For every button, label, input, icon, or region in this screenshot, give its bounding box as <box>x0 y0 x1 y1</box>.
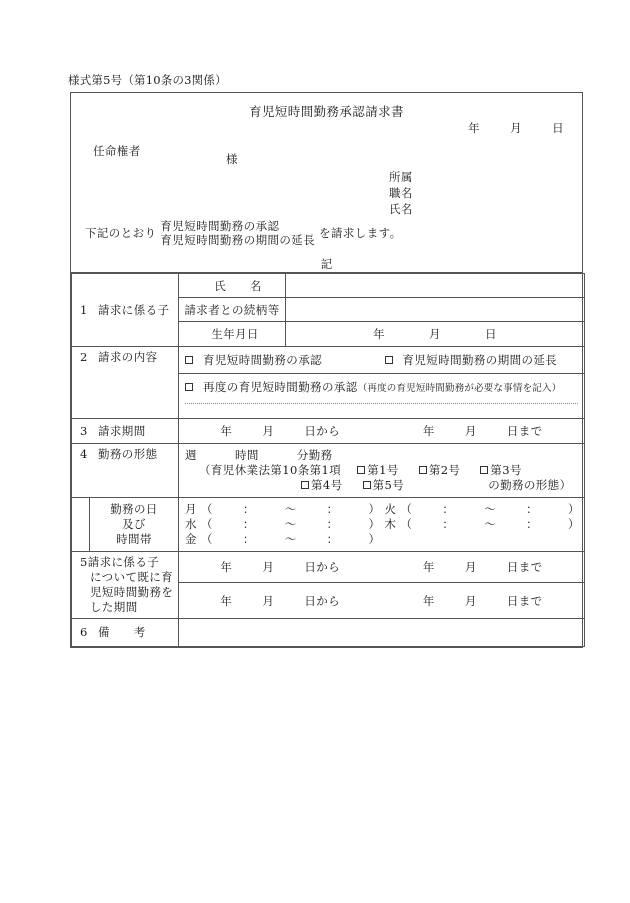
time-tilde: 〜 <box>484 502 497 516</box>
paren-open: （ <box>200 502 213 516</box>
law-options-line-2 <box>185 478 584 493</box>
form-table <box>71 273 585 647</box>
time-colon-start: ： <box>242 517 255 531</box>
from-month-label: 月 <box>262 424 275 438</box>
law-lead-text: （育児休業法第10条第1項 <box>199 463 342 477</box>
table-row <box>72 498 585 552</box>
row5-label-text-3: 児短時間勤務を <box>90 585 174 599</box>
row5-period-cell-1[interactable] <box>179 552 585 583</box>
table-row <box>72 619 585 647</box>
from-month-label: 月 <box>262 560 275 575</box>
birth-year-label: 年 <box>373 327 385 341</box>
day-label-tue: 火 <box>384 502 397 516</box>
row6-label-text: 備 考 <box>98 625 146 639</box>
row5-period2-from <box>179 593 382 609</box>
row5-period-cell-2[interactable] <box>179 583 585 619</box>
row3-label-cell <box>72 419 179 444</box>
ki-mark: 記 <box>320 257 333 271</box>
table-row <box>72 274 585 298</box>
row4-number: 4 <box>80 447 88 461</box>
row1-number: 1 <box>80 302 88 317</box>
checkbox-icon[interactable] <box>363 481 371 489</box>
request-options <box>160 219 315 247</box>
row6-remarks-cell[interactable] <box>179 619 585 647</box>
form-frame <box>70 92 583 648</box>
law-option-1-label: 第1号 <box>367 463 399 477</box>
row3-label-text: 請求期間 <box>98 423 146 438</box>
to-day-label: 日まで <box>506 424 543 438</box>
time-colon-start: ： <box>242 502 255 516</box>
time-colon-start: ： <box>242 532 255 546</box>
child-relation-header: 請求者との続柄等 <box>179 298 286 322</box>
work-days-label-line2: 及び <box>122 517 146 531</box>
table-row <box>72 552 585 583</box>
law-options-line-1 <box>185 463 584 478</box>
request-option-2: 育児短時間勤務の期間の延長 <box>160 233 316 247</box>
row5-label-text-2: について既に育 <box>90 570 174 584</box>
table-row <box>72 347 585 374</box>
to-day-label: 日まで <box>506 593 543 608</box>
paren-close: ） <box>368 517 381 531</box>
child-name-header: 氏 名 <box>179 274 286 298</box>
row5-label-text-4: した期間 <box>90 600 138 614</box>
checkbox-label-reapproval: 再度の育児短時間勤務の承認 <box>203 380 358 394</box>
to-month-label: 月 <box>464 424 477 438</box>
time-tilde: 〜 <box>284 502 297 516</box>
minutes-label: 分勤務 <box>296 448 333 462</box>
work-days-label-cell <box>90 498 179 552</box>
paren-open: （ <box>400 502 413 516</box>
from-day-label: 日から <box>304 560 341 575</box>
to-month-label: 月 <box>464 593 477 608</box>
checkbox-icon[interactable] <box>301 481 309 489</box>
week-label: 週 <box>185 448 197 462</box>
law-option-5-label: 第5号 <box>372 478 405 492</box>
to-day-label: 日まで <box>506 560 543 575</box>
law-option-3[interactable] <box>480 463 522 477</box>
law-option-5[interactable] <box>363 478 405 492</box>
law-option-2[interactable] <box>419 463 461 477</box>
row3-number: 3 <box>80 423 88 438</box>
paren-close: ） <box>368 532 381 546</box>
checkbox-icon[interactable] <box>480 466 488 474</box>
request-statement <box>85 219 402 247</box>
row4-pattern-cell[interactable] <box>179 444 585 498</box>
checkbox-icon[interactable] <box>357 466 365 474</box>
row4-label-cell <box>72 444 179 498</box>
checkbox-icon[interactable] <box>419 466 427 474</box>
checkbox-option-approval[interactable] <box>185 352 385 368</box>
from-day-label: 日から <box>304 593 341 608</box>
time-colon-start: ： <box>442 517 455 531</box>
honorific-label: 様 <box>226 152 238 166</box>
submission-date-line <box>468 120 564 136</box>
time-colon-end: ： <box>526 517 539 531</box>
row5-period1-to <box>382 559 585 575</box>
row5-label-text-1: 請求に係る子 <box>87 555 160 569</box>
request-tail-text: を請求します。 <box>319 226 402 240</box>
time-colon-start: ： <box>442 502 455 516</box>
table-row <box>72 444 585 498</box>
checkbox-icon[interactable] <box>185 356 193 364</box>
row6-number: 6 <box>80 625 88 639</box>
request-option-1: 育児短時間勤務の承認 <box>160 219 280 233</box>
row2-label-cell <box>72 347 179 419</box>
work-day-empty <box>385 532 585 547</box>
day-label-fri: 金 <box>185 532 197 546</box>
law-option-4[interactable] <box>301 478 343 492</box>
birth-month-label: 月 <box>429 327 441 341</box>
row3-period-to <box>382 423 585 439</box>
checkbox-icon[interactable] <box>185 383 193 391</box>
time-colon-end: ： <box>526 502 539 516</box>
time-tilde: 〜 <box>284 517 297 531</box>
to-year-label: 年 <box>422 593 435 608</box>
day-label-thu: 木 <box>384 517 397 531</box>
row5-label-cell <box>72 552 179 619</box>
row2-label <box>72 347 178 368</box>
row2-checkbox-row-1[interactable] <box>179 347 585 374</box>
row6-label <box>72 619 178 646</box>
work-days-label-line3: 時間帯 <box>116 532 152 546</box>
checkbox-option-extension[interactable] <box>385 352 558 368</box>
child-name-input-cell[interactable] <box>286 274 585 298</box>
work-day-tue[interactable] <box>385 502 585 517</box>
from-year-label: 年 <box>220 593 233 608</box>
row6-label-cell <box>72 619 179 647</box>
from-month-label: 月 <box>262 593 275 608</box>
child-birth-input-cell[interactable] <box>286 322 585 347</box>
row2-label-text: 請求の内容 <box>98 350 158 364</box>
work-day-line-fri <box>185 532 584 547</box>
row5-label <box>72 552 178 618</box>
paren-close: ） <box>568 502 580 516</box>
child-relation-input-cell[interactable] <box>286 298 585 322</box>
birth-day-label: 日 <box>485 327 497 341</box>
row5-period2-to <box>382 593 585 609</box>
paren-close: ） <box>568 517 580 531</box>
time-colon-end: ： <box>326 502 339 516</box>
checkbox-label-approval: 育児短時間勤務の承認 <box>203 353 322 367</box>
position-label: 職名 <box>389 186 413 200</box>
applicant-info-block <box>389 169 413 217</box>
to-month-label: 月 <box>464 560 477 575</box>
date-day-label: 日 <box>552 121 564 135</box>
request-lead-text: 下記のとおり <box>85 226 157 240</box>
paren-open: （ <box>200 517 213 531</box>
law-option-1[interactable] <box>357 463 399 477</box>
law-tail-text: の勤務の形態） <box>488 478 572 492</box>
time-colon-end: ： <box>326 517 339 531</box>
date-year-label: 年 <box>468 121 481 135</box>
law-option-2-label: 第2号 <box>428 463 461 477</box>
reason-entry-area[interactable] <box>179 404 584 418</box>
checkbox-option-reapproval[interactable] <box>185 379 561 395</box>
row3-period-from <box>179 423 382 439</box>
work-day-line-wed-thu <box>185 517 584 532</box>
child-birth-header: 生年月日 <box>179 322 286 347</box>
paren-open: （ <box>200 532 213 546</box>
time-tilde: 〜 <box>484 517 497 531</box>
form-header-block <box>71 93 582 273</box>
work-days-time-cell[interactable] <box>179 498 585 552</box>
row4-label <box>72 444 178 465</box>
time-tilde: 〜 <box>284 532 297 546</box>
law-option-4-label: 第4号 <box>311 478 343 492</box>
row5-label-line1 <box>80 555 178 570</box>
work-day-wed[interactable] <box>185 517 385 532</box>
applicant-name-label: 氏名 <box>389 202 413 216</box>
date-month-label: 月 <box>510 121 523 135</box>
row3-label <box>72 421 178 442</box>
checkbox-label-extension: 育児短時間勤務の期間の延長 <box>402 353 558 367</box>
day-label-wed: 水 <box>185 517 197 531</box>
work-days-label-line1: 勤務の日 <box>110 502 158 516</box>
row1-label-text: 請求に係る子 <box>98 302 170 317</box>
from-year-label: 年 <box>220 560 233 575</box>
row5-period1-from <box>179 559 382 575</box>
checkbox-icon[interactable] <box>385 356 393 364</box>
affiliation-label: 所属 <box>389 170 413 184</box>
weekly-hours-line <box>185 448 584 463</box>
row4-label-text: 勤務の形態 <box>98 447 158 461</box>
from-year-label: 年 <box>220 424 233 438</box>
paren-close: ） <box>368 502 381 516</box>
appointer-label: 任命権者 <box>93 144 141 158</box>
to-year-label: 年 <box>422 424 435 438</box>
work-day-thu[interactable] <box>385 517 585 532</box>
row1-label-cell <box>72 274 179 347</box>
row2-checkbox-row-2[interactable] <box>179 374 585 419</box>
from-day-label: 日から <box>304 424 341 438</box>
row2-number: 2 <box>80 350 88 364</box>
law-option-3-label: 第3号 <box>490 463 522 477</box>
work-day-fri[interactable] <box>185 532 385 547</box>
time-colon-end: ： <box>326 532 339 546</box>
paren-open: （ <box>400 517 413 531</box>
form-number: 様式第5号（第10条の3関係） <box>68 73 227 87</box>
work-day-mon[interactable] <box>185 502 385 517</box>
row1-label <box>72 300 178 321</box>
document-title: 育児短時間勤務承認請求書 <box>249 104 404 119</box>
checkbox-note-reapproval: （再度の育児短時間勤務が必要な事情を記入） <box>357 383 562 394</box>
day-label-mon: 月 <box>185 502 197 516</box>
hours-label: 時間 <box>234 448 259 462</box>
row3-period-cell[interactable] <box>179 419 585 444</box>
table-row <box>72 419 585 444</box>
work-day-line-mon-tue <box>185 502 584 517</box>
to-year-label: 年 <box>422 560 435 575</box>
row5-number: 5 <box>80 555 88 569</box>
work-days-label <box>90 499 178 550</box>
